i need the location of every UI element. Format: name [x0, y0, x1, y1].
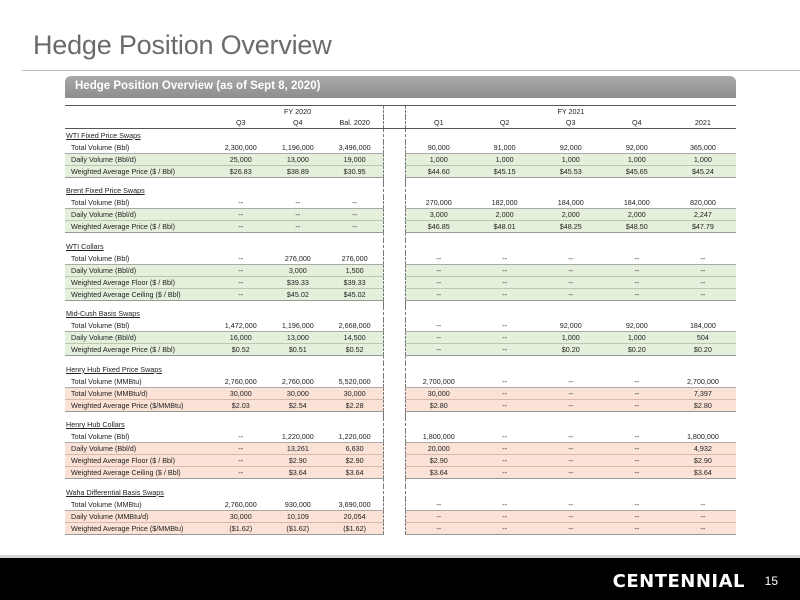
value-cell: --: [405, 253, 471, 265]
value-cell: 184,000: [538, 197, 604, 209]
value-cell: $47.79: [670, 221, 736, 233]
value-cell: 2,000: [604, 209, 670, 221]
value-cell: 3,496,000: [326, 142, 383, 154]
value-cell: --: [604, 443, 670, 455]
table-row: [65, 387, 736, 399]
footer-bar: [0, 555, 800, 600]
value-cell: 1,000: [604, 332, 670, 344]
value-cell: 7,397: [670, 387, 736, 399]
value-cell: 10,109: [269, 510, 326, 522]
row-label: Daily Volume (MMBtu/d): [65, 510, 212, 522]
value-cell: 92,000: [538, 142, 604, 154]
value-cell: --: [538, 443, 604, 455]
value-cell: --: [472, 522, 538, 534]
value-cell: 2,000: [472, 209, 538, 221]
value-cell: --: [212, 431, 269, 443]
section-spacer: [65, 300, 736, 307]
value-cell: --: [405, 320, 471, 332]
value-cell: 3,690,000: [326, 499, 383, 511]
value-cell: --: [472, 467, 538, 479]
value-cell: $2.90: [326, 455, 383, 467]
value-cell: $0.20: [670, 344, 736, 356]
value-cell: --: [405, 522, 471, 534]
table-row: [65, 522, 736, 534]
value-cell: $0.52: [326, 344, 383, 356]
value-cell: --: [538, 387, 604, 399]
value-cell: 6,630: [326, 443, 383, 455]
value-cell: --: [538, 376, 604, 388]
value-cell: --: [326, 209, 383, 221]
value-cell: --: [472, 510, 538, 522]
value-cell: $2.90: [670, 455, 736, 467]
row-label: Daily Volume (Bbl/d): [65, 153, 212, 165]
table-row: [65, 467, 736, 479]
value-cell: 1,220,000: [326, 431, 383, 443]
value-cell: --: [405, 332, 471, 344]
value-cell: $39.33: [269, 276, 326, 288]
value-cell: 2,247: [670, 209, 736, 221]
table-row: [65, 253, 736, 265]
value-cell: --: [326, 197, 383, 209]
value-cell: --: [472, 332, 538, 344]
value-cell: 1,000: [670, 153, 736, 165]
value-cell: 30,000: [212, 387, 269, 399]
value-cell: 30,000: [269, 387, 326, 399]
value-cell: --: [604, 522, 670, 534]
table-row: [65, 431, 736, 443]
row-label: Weighted Average Floor ($ / Bbl): [65, 455, 212, 467]
value-cell: --: [472, 320, 538, 332]
row-label: Daily Volume (Bbl/d): [65, 209, 212, 221]
value-cell: --: [405, 510, 471, 522]
value-cell: 13,000: [269, 153, 326, 165]
value-cell: $39.33: [326, 276, 383, 288]
value-cell: --: [269, 209, 326, 221]
value-cell: $2.03: [212, 399, 269, 411]
value-cell: --: [269, 197, 326, 209]
value-cell: $0.20: [604, 344, 670, 356]
value-cell: --: [538, 499, 604, 511]
section-spacer: [65, 177, 736, 184]
col-header: Q4: [269, 117, 326, 129]
value-cell: --: [604, 276, 670, 288]
value-cell: 2,668,000: [326, 320, 383, 332]
value-cell: --: [472, 431, 538, 443]
value-cell: $45.53: [538, 165, 604, 177]
value-cell: ($1.62): [326, 522, 383, 534]
section-title-row: [65, 486, 736, 499]
value-cell: 1,500: [326, 264, 383, 276]
value-cell: 1,196,000: [269, 320, 326, 332]
value-cell: --: [472, 499, 538, 511]
column-header-row: [65, 117, 736, 129]
value-cell: $48.25: [538, 221, 604, 233]
value-cell: 30,000: [326, 387, 383, 399]
value-cell: --: [604, 455, 670, 467]
col-header: Q2: [472, 117, 538, 129]
value-cell: --: [538, 431, 604, 443]
hedge-table-body: [65, 129, 736, 535]
value-cell: --: [604, 431, 670, 443]
row-label: Total Volume (Bbl): [65, 431, 212, 443]
value-cell: --: [472, 253, 538, 265]
section-spacer: [65, 233, 736, 240]
value-cell: $2.90: [405, 455, 471, 467]
value-cell: --: [405, 344, 471, 356]
value-cell: --: [405, 264, 471, 276]
col-header: Q4: [604, 117, 670, 129]
value-cell: $2.54: [269, 399, 326, 411]
value-cell: 2,760,000: [269, 376, 326, 388]
value-cell: $2.80: [670, 399, 736, 411]
value-cell: $3.64: [326, 467, 383, 479]
value-cell: 30,000: [405, 387, 471, 399]
value-cell: --: [405, 288, 471, 300]
value-cell: 2,700,000: [405, 376, 471, 388]
table-row: [65, 197, 736, 209]
value-cell: --: [538, 455, 604, 467]
value-cell: 1,000: [538, 153, 604, 165]
value-cell: $3.64: [405, 467, 471, 479]
row-label: Weighted Average Ceiling ($ / Bbl): [65, 467, 212, 479]
value-cell: 92,000: [604, 142, 670, 154]
section-title-row: [65, 307, 736, 320]
company-logo: CENTENNIAL: [612, 571, 745, 592]
value-cell: --: [670, 253, 736, 265]
value-cell: --: [538, 264, 604, 276]
value-cell: 2,760,000: [212, 499, 269, 511]
value-cell: --: [670, 499, 736, 511]
value-cell: --: [538, 399, 604, 411]
value-cell: $3.64: [269, 467, 326, 479]
value-cell: $0.51: [269, 344, 326, 356]
fy2021-header: FY 2021: [405, 106, 736, 118]
value-cell: 25,000: [212, 153, 269, 165]
table-row: [65, 499, 736, 511]
page-number: 15: [764, 574, 778, 588]
table-row: [65, 165, 736, 177]
value-cell: 1,000: [472, 153, 538, 165]
row-label: Total Volume (MMBtu): [65, 376, 212, 388]
value-cell: --: [212, 197, 269, 209]
value-cell: --: [212, 264, 269, 276]
value-cell: $45.02: [326, 288, 383, 300]
row-label: Daily Volume (Bbl/d): [65, 332, 212, 344]
value-cell: 13,261: [269, 443, 326, 455]
value-cell: 14,500: [326, 332, 383, 344]
panel-header: Hedge Position Overview (as of Sept 8, 2020): [65, 76, 736, 98]
value-cell: 184,000: [604, 197, 670, 209]
value-cell: --: [604, 253, 670, 265]
section-spacer: [65, 411, 736, 418]
value-cell: 2,300,000: [212, 142, 269, 154]
value-cell: $45.24: [670, 165, 736, 177]
table-row: [65, 455, 736, 467]
value-cell: --: [604, 288, 670, 300]
value-cell: 1,000: [538, 332, 604, 344]
value-cell: $2.28: [326, 399, 383, 411]
value-cell: --: [472, 399, 538, 411]
fy2020-header: FY 2020: [212, 106, 383, 118]
row-label: Total Volume (Bbl): [65, 142, 212, 154]
table-row: [65, 376, 736, 388]
value-cell: 92,000: [538, 320, 604, 332]
hedge-table: [65, 105, 736, 535]
value-cell: 2,000: [538, 209, 604, 221]
table-row: [65, 320, 736, 332]
value-cell: $48.50: [604, 221, 670, 233]
value-cell: 2,760,000: [212, 376, 269, 388]
col-header: Bal. 2020: [326, 117, 383, 129]
value-cell: $2.80: [405, 399, 471, 411]
section-title: Brent Fixed Price Swaps: [66, 186, 145, 196]
value-cell: --: [212, 288, 269, 300]
value-cell: --: [472, 264, 538, 276]
row-label: Weighted Average Price ($/MMBtu): [65, 522, 212, 534]
value-cell: --: [212, 455, 269, 467]
section-title-row: [65, 129, 736, 142]
value-cell: --: [670, 288, 736, 300]
table-row: [65, 332, 736, 344]
value-cell: --: [604, 399, 670, 411]
row-label: Weighted Average Price ($ / Bbl): [65, 344, 212, 356]
value-cell: 1,220,000: [269, 431, 326, 443]
value-cell: 276,000: [269, 253, 326, 265]
value-cell: --: [212, 209, 269, 221]
value-cell: 1,800,000: [670, 431, 736, 443]
value-cell: 365,000: [670, 142, 736, 154]
row-label: Total Volume (MMBtu): [65, 499, 212, 511]
value-cell: 92,000: [604, 320, 670, 332]
value-cell: 2,700,000: [670, 376, 736, 388]
value-cell: --: [269, 221, 326, 233]
row-label: Weighted Average Floor ($ / Bbl): [65, 276, 212, 288]
table-row: [65, 209, 736, 221]
value-cell: --: [604, 376, 670, 388]
value-cell: --: [212, 443, 269, 455]
value-cell: $48.01: [472, 221, 538, 233]
value-cell: --: [472, 387, 538, 399]
value-cell: --: [538, 522, 604, 534]
value-cell: 3,000: [269, 264, 326, 276]
section-spacer: [65, 479, 736, 486]
value-cell: 16,000: [212, 332, 269, 344]
value-cell: $30.95: [326, 165, 383, 177]
value-cell: $45.15: [472, 165, 538, 177]
value-cell: $0.52: [212, 344, 269, 356]
value-cell: $46.85: [405, 221, 471, 233]
value-cell: 3,000: [405, 209, 471, 221]
section-title-row: [65, 363, 736, 376]
value-cell: --: [538, 467, 604, 479]
section-title-row: [65, 184, 736, 197]
value-cell: 5,520,000: [326, 376, 383, 388]
value-cell: --: [538, 253, 604, 265]
value-cell: $3.64: [670, 467, 736, 479]
value-cell: --: [212, 467, 269, 479]
value-cell: 184,000: [670, 320, 736, 332]
table-row: [65, 153, 736, 165]
value-cell: --: [670, 264, 736, 276]
table-row: [65, 399, 736, 411]
value-cell: --: [472, 344, 538, 356]
value-cell: 1,472,000: [212, 320, 269, 332]
value-cell: --: [538, 288, 604, 300]
row-label: Total Volume (Bbl): [65, 320, 212, 332]
value-cell: --: [405, 499, 471, 511]
value-cell: --: [472, 288, 538, 300]
value-cell: --: [604, 264, 670, 276]
value-cell: --: [212, 221, 269, 233]
value-cell: 930,000: [269, 499, 326, 511]
value-cell: $38.89: [269, 165, 326, 177]
section-title: WTI Collars: [66, 241, 104, 251]
section-title: Mid-Cush Basis Swaps: [66, 309, 140, 319]
value-cell: --: [472, 455, 538, 467]
value-cell: $26.83: [212, 165, 269, 177]
table-row: [65, 221, 736, 233]
table-row: [65, 288, 736, 300]
value-cell: 820,000: [670, 197, 736, 209]
value-cell: --: [472, 276, 538, 288]
hedge-table-container: [65, 105, 736, 535]
value-cell: --: [604, 499, 670, 511]
row-label: Daily Volume (Bbl/d): [65, 443, 212, 455]
section-title: Henry Hub Fixed Price Swaps: [66, 364, 162, 374]
row-label: Weighted Average Ceiling ($ / Bbl): [65, 288, 212, 300]
row-label: Daily Volume (Bbl/d): [65, 264, 212, 276]
value-cell: --: [538, 276, 604, 288]
value-cell: 1,800,000: [405, 431, 471, 443]
section-title: Henry Hub Collars: [66, 420, 125, 430]
col-header: Q1: [405, 117, 471, 129]
col-header: Q3: [538, 117, 604, 129]
value-cell: --: [405, 276, 471, 288]
slide-title: Hedge Position Overview: [33, 30, 332, 60]
value-cell: 1,000: [604, 153, 670, 165]
row-label: Total Volume (MMBtu/d): [65, 387, 212, 399]
table-row: [65, 344, 736, 356]
value-cell: $45.02: [269, 288, 326, 300]
value-cell: 276,000: [326, 253, 383, 265]
value-cell: --: [538, 510, 604, 522]
value-cell: --: [212, 276, 269, 288]
value-cell: 1,196,000: [269, 142, 326, 154]
value-cell: 13,000: [269, 332, 326, 344]
section-title: WTI Fixed Price Swaps: [66, 130, 141, 140]
row-label: Total Volume (Bbl): [65, 253, 212, 265]
row-label: Total Volume (Bbl): [65, 197, 212, 209]
value-cell: --: [670, 510, 736, 522]
value-cell: 1,000: [405, 153, 471, 165]
value-cell: --: [472, 443, 538, 455]
value-cell: $0.20: [538, 344, 604, 356]
table-row: [65, 510, 736, 522]
section-title: Waha Differential Basis Swaps: [66, 487, 164, 497]
value-cell: --: [326, 221, 383, 233]
value-cell: 91,000: [472, 142, 538, 154]
col-header: 2021: [670, 117, 736, 129]
table-row: [65, 443, 736, 455]
table-row: [65, 276, 736, 288]
value-cell: 20,054: [326, 510, 383, 522]
value-cell: --: [670, 522, 736, 534]
value-cell: --: [670, 276, 736, 288]
value-cell: --: [604, 510, 670, 522]
value-cell: --: [472, 376, 538, 388]
value-cell: 270,000: [405, 197, 471, 209]
value-cell: 20,000: [405, 443, 471, 455]
value-cell: $45.65: [604, 165, 670, 177]
value-cell: --: [212, 253, 269, 265]
col-header: Q3: [212, 117, 269, 129]
title-divider: [22, 70, 800, 71]
value-cell: ($1.62): [212, 522, 269, 534]
fiscal-year-header-row: [65, 106, 736, 118]
row-label: Weighted Average Price ($ / Bbl): [65, 221, 212, 233]
value-cell: 4,932: [670, 443, 736, 455]
table-row: [65, 264, 736, 276]
section-title-row: [65, 240, 736, 253]
value-cell: 90,000: [405, 142, 471, 154]
value-cell: 504: [670, 332, 736, 344]
row-label: Weighted Average Price ($ / Bbl): [65, 165, 212, 177]
value-cell: 182,000: [472, 197, 538, 209]
table-row: [65, 142, 736, 154]
value-cell: ($1.62): [269, 522, 326, 534]
value-cell: 30,000: [212, 510, 269, 522]
row-label: Weighted Average Price ($/MMBtu): [65, 399, 212, 411]
section-spacer: [65, 356, 736, 363]
value-cell: $2.90: [269, 455, 326, 467]
value-cell: 19,000: [326, 153, 383, 165]
value-cell: --: [604, 467, 670, 479]
section-title-row: [65, 418, 736, 431]
value-cell: $44.60: [405, 165, 471, 177]
value-cell: --: [604, 387, 670, 399]
